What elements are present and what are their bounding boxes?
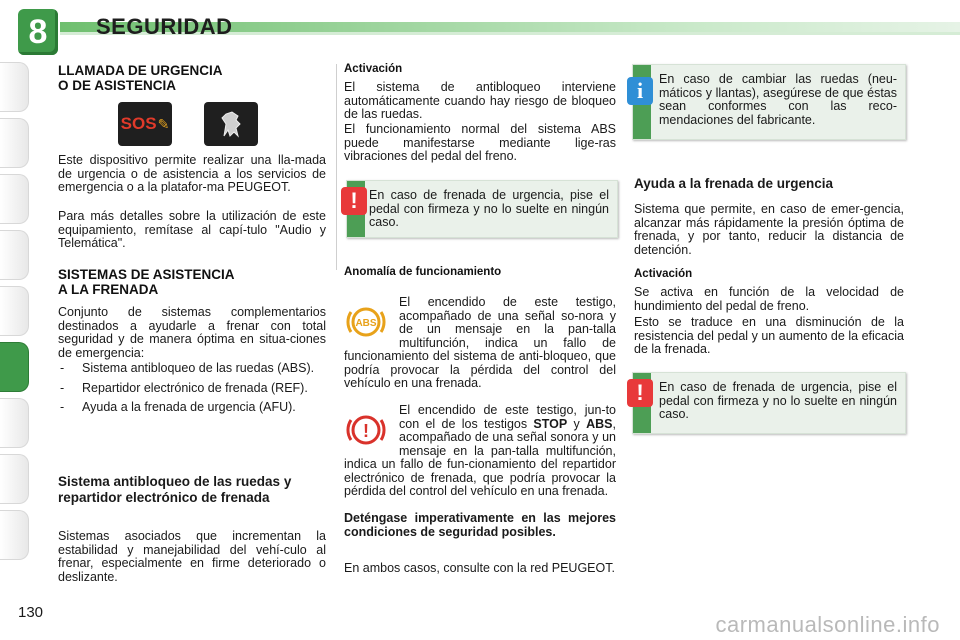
braking-systems-intro: Conjunto de sistemas complementarios destinados a ayudarle a frenar con total seguridad y de manera óptima en situa-ciones de emergencia: [58, 305, 326, 360]
fault-text-2: El encendido de este testigo, jun-to con el de los testigos STOP y ABS, acompañado de una señal sonora y un mensaje en la pan-talla multifunción, indica un fallo de fun-cionamiento del repartidor electrónico de frenada, que podría provocar la pérdida del control del vehículo en una frenada. [344, 403, 616, 498]
side-tab-7[interactable] [0, 398, 29, 448]
warning-note-1 [346, 180, 618, 238]
fault-subtitle: Anomalía de funcionamiento [344, 266, 502, 278]
afu-activation-text-1: Se activa en función de la velocidad de hundimiento del pedal de freno. [634, 285, 904, 313]
activation-text-1: El sistema de antibloqueo interviene automáticamente cuando hay riesgo de bloqueo de las ruedas. [344, 80, 616, 121]
activation-subtitle: Activación [344, 63, 403, 75]
list-item: - Sistema antibloqueo de las ruedas (ABS). [58, 362, 326, 376]
chapter-title: SEGURIDAD [96, 14, 233, 39]
list-item: - Repartidor electrónico de frenada (REF). [58, 382, 326, 396]
watermark: carmanualsonline.info [715, 612, 940, 637]
info-note [632, 64, 906, 140]
stop-instruction: Deténgase imperativamente en las mejores condiciones de seguridad posibles. [344, 511, 616, 539]
abs-section-text: Sistemas asociados que incrementan la estabilidad y manejabilidad del vehí-culo al frenar, especialmente en firme deteriorado o deslizante. [58, 529, 326, 584]
braking-systems-list [58, 362, 326, 421]
braking-systems-title: SISTEMAS DE ASISTENCIA A LA FRENADA [58, 267, 235, 297]
list-item: - Ayuda a la frenada de urgencia (AFU). [58, 401, 326, 415]
exclamation-warning-icon: ! [627, 379, 653, 407]
sos-label: SOS [120, 114, 157, 133]
activation-text-2: El funcionamiento normal del sistema ABS puede manifestarse mediante lige-ras vibraciones del pedal del freno. [344, 122, 616, 163]
emergency-description: Este dispositivo permite realizar una lla-mada de urgencia o de asistencia a los servicios de emergencia o a la platafor-ma PEUGEOT. [58, 153, 326, 194]
afu-title: Ayuda a la frenada de urgencia [634, 176, 834, 191]
side-tab-active-seguridad[interactable] [0, 342, 29, 392]
side-tab-3[interactable] [0, 174, 29, 224]
abs-lamp-label: ABS [355, 318, 377, 329]
side-tab-1[interactable] [0, 62, 29, 112]
afu-activation-text-2: Esto se traduce en una disminución de la resistencia del pedal y un aumento de la eficacia de la frenada. [634, 315, 904, 356]
emergency-call-title: LLAMADA DE URGENCIA O DE ASISTENCIA [58, 63, 223, 93]
chapter-number-badge: 8 [18, 9, 58, 55]
abs-section-title: Sistema antibloqueo de las ruedas y repartidor electrónico de frenada [58, 474, 292, 505]
side-tab-8[interactable] [0, 454, 29, 504]
side-tab-9[interactable] [0, 510, 29, 560]
warning-note-2-text: En caso de frenada de urgencia, pise el pedal con firmeza y no lo suelte en ningún caso. [659, 380, 897, 421]
side-tab-2[interactable] [0, 118, 29, 168]
info-note-text: En caso de cambiar las ruedas (neu-máticos y llantas), asegúrese de que éstas sean conformes con las reco-mendaciones del fabricante. [659, 72, 897, 127]
page-number: 130 [18, 604, 44, 621]
info-icon: i [627, 77, 653, 105]
sos-button-icon: SOS ✎ [118, 102, 172, 146]
afu-activation-subtitle: Activación [634, 268, 693, 280]
chapter-side-tabs [0, 62, 40, 566]
afu-text: Sistema que permite, en caso de emer-gencia, alcanzar más rápidamente la presión óptima de frenada, y por tanto, reducir la distancia de detención. [634, 202, 904, 257]
emergency-more-info: Para más detalles sobre la utilización de este equipamiento, remítase al capí-tulo "Audio y Telemática". [58, 209, 326, 250]
exclamation-warning-icon: ! [341, 187, 367, 215]
side-tab-4[interactable] [0, 230, 29, 280]
fault-text-1: El encendido de este testigo, acompañado de una señal so-nora y de un mensaje en la pan-talla multifunción, indica un fallo de funcionamiento del sistema de anti-bloqueo, que podría provocar la pérdida del control del vehículo en una frenada. [344, 295, 616, 390]
column-divider [336, 64, 337, 270]
svg-text:!: ! [363, 421, 369, 441]
side-tab-5[interactable] [0, 286, 29, 336]
warning-note-1-text: En caso de frenada de urgencia, pise el pedal con firmeza y no lo suelte en ningún caso. [369, 188, 609, 229]
contact-dealer: En ambos casos, consulte con la red PEUGEOT. [344, 561, 615, 575]
warning-note-2 [632, 372, 906, 434]
peugeot-lion-icon [204, 102, 258, 146]
